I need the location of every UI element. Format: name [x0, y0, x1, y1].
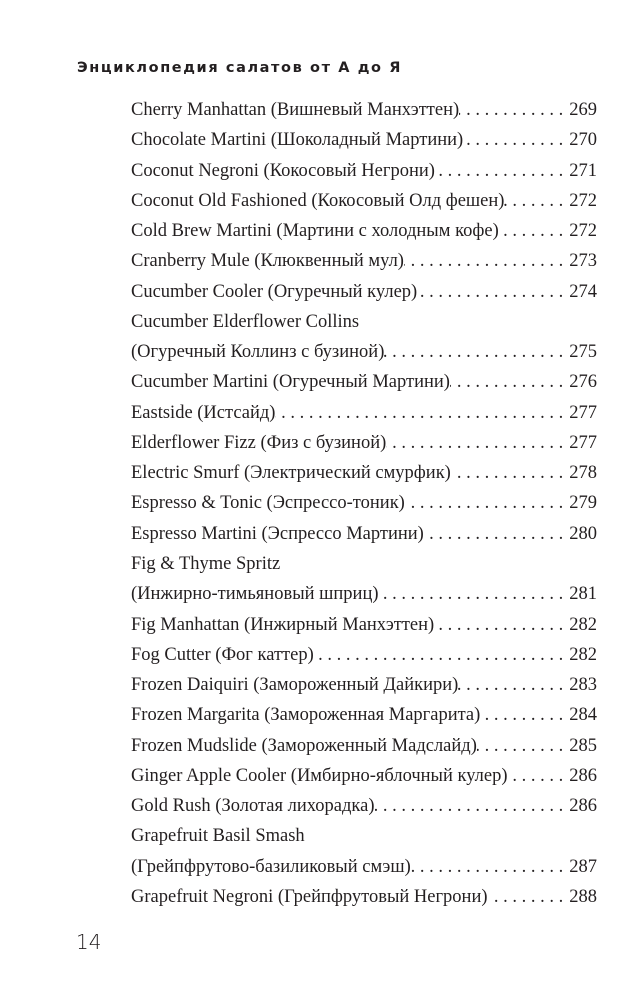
entry-title: Grapefruit Negroni (Грейпфрутовый Негрони) [131, 886, 488, 907]
toc-entry [131, 398, 597, 428]
dot-leader [499, 216, 570, 246]
toc-entry [131, 277, 597, 307]
table-of-contents [131, 95, 597, 912]
dot-leader [404, 246, 569, 276]
entry-title: Frozen Mudslide (Замороженный Мадслайд) [131, 735, 477, 756]
entry-page: 277 [569, 402, 597, 423]
dot-leader [417, 277, 569, 307]
dot-leader [488, 882, 570, 912]
entry-page: 274 [569, 281, 597, 302]
dot-leader [379, 579, 570, 609]
entry-page: 282 [569, 644, 597, 665]
entry-title: Cucumber Martini (Огуречный Мартини) [131, 372, 450, 393]
dot-leader [459, 95, 569, 125]
entry-page: 283 [569, 675, 597, 696]
entry-page: 271 [569, 160, 597, 181]
dot-leader [435, 156, 569, 186]
entry-title: Cucumber Cooler (Огуречный кулер) [131, 281, 418, 302]
entry-page: 286 [569, 796, 597, 817]
toc-entry [131, 610, 597, 640]
entry-title: Cold Brew Martini (Мартини с холодным кофе) [131, 221, 499, 242]
toc-entry [131, 156, 597, 186]
entry-page: 275 [569, 342, 597, 363]
entry-title: Elderflower Fizz (Физ с бузиной) [131, 432, 387, 453]
entry-page: 273 [569, 251, 597, 272]
entry-page: 282 [569, 614, 597, 635]
entry-title: (Грейпфрутово-базиликовый смэш) [131, 856, 411, 877]
dot-leader [458, 670, 569, 700]
entry-page: 286 [569, 765, 597, 786]
toc-entry [131, 216, 597, 246]
toc-entry [131, 670, 597, 700]
dot-leader [434, 610, 569, 640]
entry-page: 280 [569, 523, 597, 544]
dot-leader [477, 731, 569, 761]
entry-title: Cherry Manhattan (Вишневый Манхэттен) [131, 100, 460, 120]
entry-page: 278 [569, 463, 597, 484]
toc-entry [131, 731, 597, 761]
entry-page: 272 [569, 221, 597, 242]
entry-title: Ginger Apple Cooler (Имбирно-яблочный кулер) [131, 765, 508, 786]
dot-leader [384, 337, 569, 367]
toc-entry [131, 246, 597, 276]
entry-title: Fig & Thyme Spritz [131, 553, 281, 574]
dot-leader [508, 761, 570, 791]
entry-page: 269 [569, 100, 597, 120]
toc-entry [131, 458, 597, 488]
entry-title: Frozen Daiquiri (Замороженный Дайкири) [131, 675, 459, 696]
entry-title: Chocolate Martini (Шоколадный Мартини) [131, 130, 464, 151]
dot-leader [451, 458, 569, 488]
entry-page: 281 [569, 584, 597, 605]
dot-leader [504, 186, 569, 216]
entry-page: 287 [569, 856, 597, 877]
dot-leader [450, 367, 569, 397]
dot-leader [375, 791, 570, 821]
entry-page: 276 [569, 372, 597, 393]
toc-entry [131, 488, 597, 518]
toc-entry [131, 791, 597, 821]
dot-leader [463, 125, 569, 155]
entry-page: 284 [569, 705, 597, 726]
dot-leader [386, 428, 569, 458]
dot-leader [480, 700, 569, 730]
toc-entry [131, 337, 597, 367]
toc-entry [131, 640, 597, 670]
dot-leader [424, 519, 569, 549]
entry-title: Cucumber Elderflower Collins [131, 311, 360, 332]
entry-title: Espresso & Tonic (Эспрессо-тоник) [131, 493, 405, 514]
entry-page: 279 [569, 493, 597, 514]
entry-page: 288 [569, 886, 597, 907]
entry-page: 277 [569, 432, 597, 453]
toc-entry [131, 761, 597, 791]
toc-entry [131, 428, 597, 458]
entry-page: 272 [569, 190, 597, 211]
toc-entry [131, 186, 597, 216]
toc-entry [131, 125, 597, 155]
toc-entry [131, 852, 597, 882]
entry-title: (Инжирно-тимьяновый шприц) [131, 584, 379, 605]
entry-title: Espresso Martini (Эспрессо Мартини) [131, 523, 424, 544]
dot-leader [405, 488, 569, 518]
toc-entry [131, 579, 597, 609]
entry-page: 285 [569, 735, 597, 756]
running-header: Энциклопедия салатов от А до Я [77, 60, 403, 76]
dot-leader [275, 398, 569, 428]
dot-leader [411, 852, 570, 882]
toc-entry [131, 307, 597, 337]
page-number: 14 [76, 930, 102, 954]
entry-title: Cranberry Mule (Клюквенный мул) [131, 251, 404, 272]
toc-entry [131, 367, 597, 397]
toc-entry [131, 519, 597, 549]
entry-title: (Огуречный Коллинз с бузиной) [131, 342, 385, 363]
entry-title: Coconut Negroni (Кокосовый Негрони) [131, 160, 435, 181]
entry-title: Electric Smurf (Электрический смурфик) [131, 463, 451, 484]
entry-title: Fog Cutter (Фог каттер) [131, 644, 314, 665]
entry-title: Fig Manhattan (Инжирный Манхэттен) [131, 614, 435, 635]
toc-entry [131, 821, 597, 851]
toc-entry [131, 549, 597, 579]
entry-title: Frozen Margarita (Замороженная Маргарита) [131, 705, 481, 726]
toc-entry [131, 882, 597, 912]
entry-title: Gold Rush (Золотая лихорадка) [131, 796, 375, 817]
entry-title: Coconut Old Fashioned (Кокосовый Олд фешен) [131, 190, 505, 211]
toc-entry [131, 700, 597, 730]
dot-leader [314, 640, 569, 670]
entry-page: 270 [569, 130, 597, 151]
entry-title: Eastside (Истсайд) [131, 402, 276, 423]
entry-title: Grapefruit Basil Smash [131, 826, 305, 847]
toc-entry [131, 95, 597, 125]
